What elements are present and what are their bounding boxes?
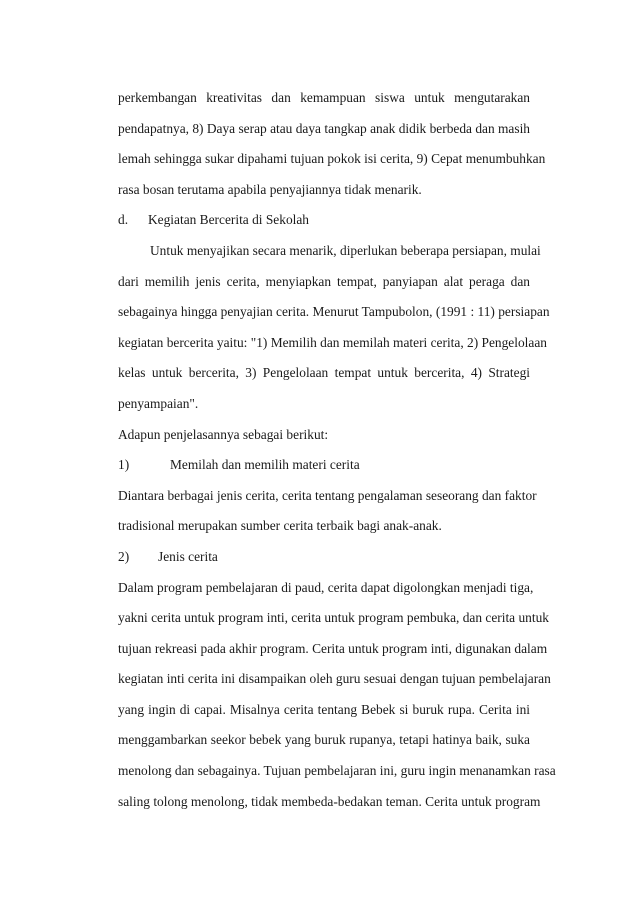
section-number: d. — [118, 212, 129, 228]
body-line: saling tolong menolong, tidak membeda-bedakan teman. Cerita untuk program — [118, 793, 541, 809]
body-line: tujuan rekreasi pada akhir program. Cerita untuk program inti, digunakan dalam — [118, 640, 548, 656]
page-body — [118, 88, 556, 822]
list-number: 1) — [118, 457, 130, 473]
section-heading-d — [118, 210, 530, 241]
list-item-2-heading — [118, 547, 530, 578]
list-title: Memilah dan memilih materi cerita — [170, 457, 360, 473]
body-line: yang ingin di capai. Misalnya cerita tentang Bebek si buruk rupa. Cerita ini — [118, 701, 530, 717]
list-title: Jenis cerita — [158, 548, 218, 564]
body-line: yakni cerita untuk program inti, cerita untuk program pembuka, dan cerita untuk — [118, 610, 549, 626]
section-title: Kegiatan Bercerita di Sekolah — [148, 212, 309, 228]
intro-line: Adapun penjelasannya sebagai berikut: — [118, 426, 329, 442]
body-line: menolong dan sebagainya. Tujuan pembelajaran ini, guru ingin menanamkan rasa — [118, 763, 556, 779]
body-line: pendapatnya, 8) Daya serap atau daya tangkap anak didik berbeda dan masih — [118, 120, 530, 136]
body-line: kegiatan inti cerita ini disampaikan oleh guru sesuai dengan tujuan pembelajaran — [118, 671, 551, 687]
body-line: rasa bosan terutama apabila penyajiannya tidak menarik. — [118, 181, 422, 197]
list-number: 2) — [118, 548, 130, 564]
body-line: Untuk menyajikan secara menarik, diperlukan beberapa persiapan, mulai — [150, 242, 541, 258]
body-line: tradisional merupakan sumber cerita terbaik bagi anak-anak. — [118, 518, 442, 534]
body-line: penyampaian". — [118, 395, 199, 411]
body-line: sebagainya hingga penyajian cerita. Menurut Tampubolon, (1991 : 11) persiapan — [118, 304, 550, 320]
body-line: menggambarkan seekor bebek yang buruk rupanya, tetapi hatinya baik, suka — [118, 732, 530, 748]
body-line: kelas untuk bercerita, 3) Pengelolaan tempat untuk bercerita, 4) Strategi — [118, 365, 530, 381]
list-item-1-heading — [118, 455, 530, 486]
body-line: dari memilih jenis cerita, menyiapkan tempat, panyiapan alat peraga dan — [118, 273, 530, 289]
body-line: lemah sehingga sukar dipahami tujuan pokok isi cerita, 9) Cepat menumbuhkan — [118, 151, 546, 167]
body-line: Diantara berbagai jenis cerita, cerita tentang pengalaman seseorang dan faktor — [118, 487, 537, 503]
body-line: perkembangan kreativitas dan kemampuan siswa untuk mengutarakan — [118, 90, 530, 105]
body-line: kegiatan bercerita yaitu: "1) Memilih dan memilah materi cerita, 2) Pengelolaan — [118, 334, 547, 350]
body-line: Dalam program pembelajaran di paud, cerita dapat digolongkan menjadi tiga, — [118, 579, 534, 595]
